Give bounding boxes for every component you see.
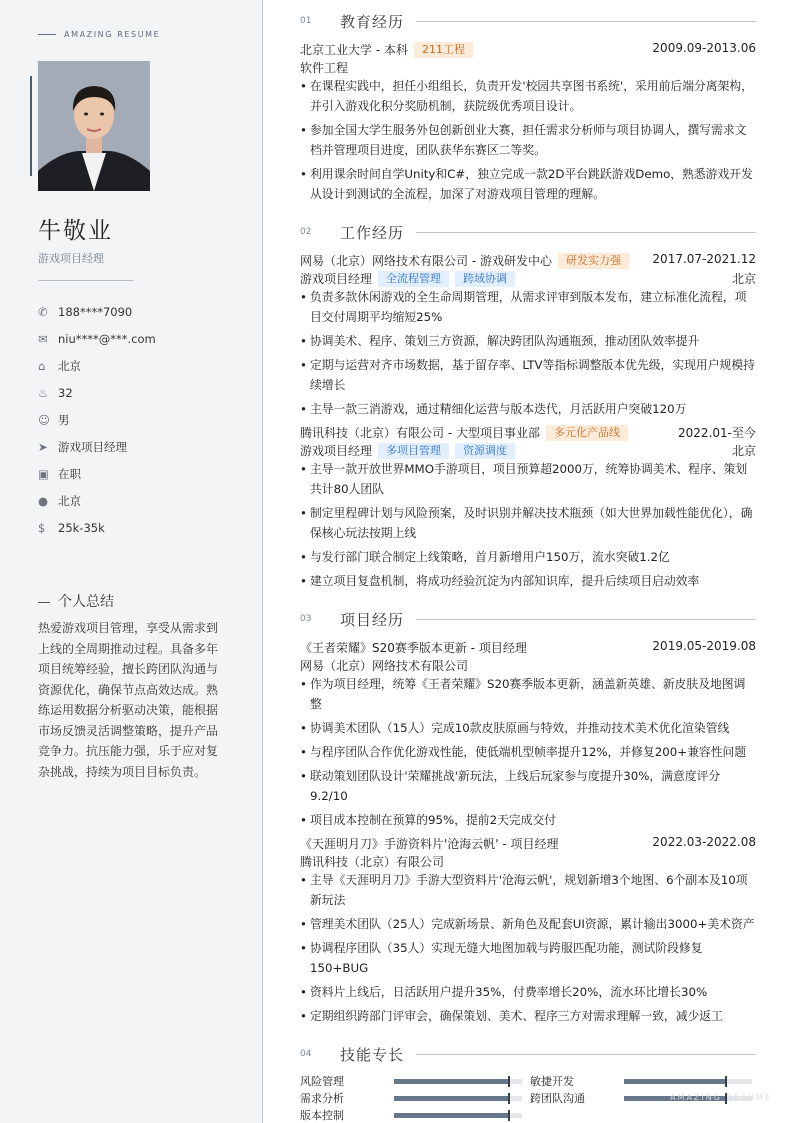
sidebar xyxy=(0,0,263,1123)
contact-row xyxy=(38,460,248,487)
job-company-right: 2022.01-至今 xyxy=(678,426,756,440)
summary-heading: 个人总结 xyxy=(38,591,114,611)
mail-icon: ✉ xyxy=(38,331,48,346)
photo-accent-bar xyxy=(30,76,32,176)
briefcase-icon: ▣ xyxy=(38,466,49,481)
bullet-item: • 定期与运营对齐市场数据，基于留存率、LTV等指标调整版本优先级，实现用户规模持续增长 xyxy=(300,355,756,395)
bullet-item: • 主导一款三消游戏，通过精细化运营与版本迭代，月活跃用户突破120万 xyxy=(300,399,756,419)
money-icon: $ xyxy=(38,520,46,535)
contact-text: 188****7090 xyxy=(58,304,133,319)
project-org xyxy=(300,853,756,870)
skill-item xyxy=(530,1073,756,1089)
bullet-item: • 协调美术团队（15人）完成10款皮肤原画与特效，并推动技术美术优化渲染管线 xyxy=(300,718,756,738)
contact-row xyxy=(38,298,248,325)
tag-badge: 多项目管理 xyxy=(378,443,449,459)
contact-text: 男 xyxy=(58,412,70,427)
section-rule xyxy=(416,619,756,620)
job-role-right: 北京 xyxy=(731,272,756,286)
skill-label: 版本控制 xyxy=(300,1109,344,1122)
brand-label: AMAZING RESUME xyxy=(38,30,160,39)
skill-level-bar xyxy=(394,1079,522,1084)
skill-item xyxy=(300,1107,526,1123)
tag-badge: 全流程管理 xyxy=(378,271,449,287)
contact-row xyxy=(38,514,248,541)
bullet-item: • 建立项目复盘机制，将成功经验沉淀为内部知识库，提升后续项目启动效率 xyxy=(300,571,756,591)
skill-level-marker xyxy=(508,1110,510,1121)
watermark: AMAZING RESUME xyxy=(670,1093,772,1102)
section-number: 03 xyxy=(300,614,312,624)
portrait-illustration xyxy=(38,61,150,191)
job-role-right: 北京 xyxy=(731,444,756,458)
bullet-item: • 协调程序团队（35人）实现无缝大地图加载与跨服匹配功能，测试阶段修复150+BUG xyxy=(300,938,756,978)
bullet-item: • 资料片上线后，日活跃用户提升35%，付费率增长20%，流水环比增长30% xyxy=(300,982,756,1002)
edu-major-text: 软件工程 xyxy=(300,61,349,75)
project-name-text: 《王者荣耀》S20赛季版本更新 - 项目经理 xyxy=(300,641,527,655)
project-name xyxy=(300,835,756,852)
edu-school xyxy=(300,41,756,58)
edu-school-right: 2009.09-2013.06 xyxy=(652,41,756,55)
bullet-item: • 在课程实践中，担任小组组长，负责开发'校园共享图书系统'，采用前后端分离架构，并引入游戏化积分奖励机制，获院级优秀项目设计。 xyxy=(300,76,756,116)
section-title: 技能专长 xyxy=(340,1045,405,1064)
section-title: 教育经历 xyxy=(340,12,405,31)
job-role-text: 游戏项目经理 xyxy=(300,272,373,286)
job-company xyxy=(300,424,756,441)
edu-major xyxy=(300,59,756,76)
project-org-text: 腾讯科技（北京）有限公司 xyxy=(300,855,445,869)
bullet-item: • 作为项目经理，统筹《王者荣耀》S20赛季版本更新，涵盖新英雄、新皮肤及地图调整 xyxy=(300,674,756,714)
job-company-right: 2017.07-2021.12 xyxy=(652,252,756,266)
project-name-text: 《天涯明月刀》手游资料片'沧海云帆' - 项目经理 xyxy=(300,837,559,851)
bullet-item: • 主导《天涯明月刀》手游大型资料片'沧海云帆'，规划新增3个地图、6个副本及10项新玩法 xyxy=(300,870,756,910)
contact-row xyxy=(38,325,248,352)
skill-label: 需求分析 xyxy=(300,1092,344,1105)
cake-icon: ♨ xyxy=(38,385,49,400)
phone-icon: ✆ xyxy=(38,304,48,319)
contact-text: 32 xyxy=(58,385,73,400)
skill-level-fill xyxy=(624,1079,726,1084)
profile-photo xyxy=(38,61,150,191)
home-icon: ⌂ xyxy=(38,358,46,373)
bullet-item: • 项目成本控制在预算的95%，提前2天完成交付 xyxy=(300,810,756,830)
contact-text: 北京 xyxy=(58,358,81,373)
candidate-title: 游戏项目经理 xyxy=(38,252,104,265)
skill-level-marker xyxy=(508,1093,510,1104)
contact-row xyxy=(38,433,248,460)
job-company-text: 腾讯科技（北京）有限公司 - 大型项目事业部 xyxy=(300,426,540,440)
section-number: 04 xyxy=(300,1049,312,1059)
section-title: 工作经历 xyxy=(340,223,405,242)
location-pin-icon: ● xyxy=(38,493,49,508)
project-name-right: 2022.03-2022.08 xyxy=(652,835,756,849)
skill-level-fill xyxy=(394,1113,509,1118)
bullet-item: • 参加全国大学生服务外包创新创业大赛，担任需求分析师与项目协调人，撰写需求文档并管理项目进度，团队获华东赛区二等奖。 xyxy=(300,120,756,160)
section-projects xyxy=(300,609,756,629)
face-icon: ☺ xyxy=(38,412,50,427)
bullet-item: • 制定里程碑计划与风险预案，及时识别并解决技术瓶颈（如大世界加载性能优化），确保核心玩法按期上线 xyxy=(300,503,756,543)
section-skills xyxy=(300,1044,756,1064)
contact-text: 在职 xyxy=(58,466,81,481)
section-rule xyxy=(416,1054,756,1055)
contact-text: 游戏项目经理 xyxy=(58,439,127,454)
project-name xyxy=(300,639,756,656)
contact-list xyxy=(38,298,248,541)
bullet-item: • 负责多款休闲游戏的全生命周期管理，从需求评审到版本发布，建立标准化流程，项目交付周期平均缩短25% xyxy=(300,287,756,327)
summary-text: 热爱游戏项目管理，享受从需求到上线的全周期推动过程。具备多年项目统筹经验，擅长跨团队沟通与资源优化，确保节点高效达成。熟练运用数据分析驱动决策，能根据市场反馈灵活调整策略，提升产品竞争力。抗压能力强，乐于应对复杂挑战，持续为项目目标负责。 xyxy=(38,621,219,779)
candidate-name: 牛敬业 xyxy=(38,218,113,244)
contact-text: 北京 xyxy=(58,493,81,508)
contact-row xyxy=(38,406,248,433)
contact-row xyxy=(38,379,248,406)
skill-label: 跨团队沟通 xyxy=(530,1092,585,1105)
tag-badge: 资源调度 xyxy=(455,443,515,459)
section-title: 项目经历 xyxy=(340,610,405,629)
section-rule xyxy=(416,21,756,22)
contact-row xyxy=(38,487,248,514)
tag-badge: 跨域协调 xyxy=(455,271,515,287)
contact-text: niu****@***.com xyxy=(58,331,156,346)
skill-level-fill xyxy=(394,1079,509,1084)
skill-item xyxy=(300,1090,526,1106)
skill-level-bar xyxy=(394,1096,522,1101)
contact-row xyxy=(38,352,248,379)
job-company-text: 网易（北京）网络技术有限公司 - 游戏研发中心 xyxy=(300,254,552,268)
section-education xyxy=(300,11,756,31)
skill-label: 风险管理 xyxy=(300,1075,344,1088)
bullet-item: • 与程序团队合作优化游戏性能，使低端机型帧率提升12%，并修复200+兼容性问题 xyxy=(300,742,756,762)
bullet-item: • 定期组织跨部门评审会，确保策划、美术、程序三方对需求理解一致，减少返工 xyxy=(300,1006,756,1026)
section-rule xyxy=(416,232,756,233)
send-icon: ➤ xyxy=(38,439,48,454)
bullet-item: • 协调美术、程序、策划三方资源，解决跨团队沟通瓶颈，推动团队效率提升 xyxy=(300,331,756,351)
contact-text: 25k-35k xyxy=(58,520,105,535)
bullet-item: • 与发行部门联合制定上线策略，首月新增用户150万，流水突破1.2亿 xyxy=(300,547,756,567)
section-number: 01 xyxy=(300,16,312,26)
skill-label: 敏捷开发 xyxy=(530,1075,574,1088)
bullet-item: • 主导一款开放世界MMO手游项目，项目预算超2000万，统筹协调美术、程序、策划共计80人团队 xyxy=(300,459,756,499)
skill-level-bar xyxy=(394,1113,522,1118)
skill-level-bar xyxy=(624,1079,752,1084)
job-company xyxy=(300,252,756,269)
project-org xyxy=(300,657,756,674)
skill-level-marker xyxy=(725,1076,727,1087)
bullet-item: • 利用课余时间自学Unity和C#，独立完成一款2D平台跳跃游戏Demo，熟悉游戏开发从设计到测试的全流程，加深了对游戏项目管理的理解。 xyxy=(300,164,756,204)
project-org-text: 网易（北京）网络技术有限公司 xyxy=(300,659,469,673)
job-role-text: 游戏项目经理 xyxy=(300,444,373,458)
job-role xyxy=(300,442,756,459)
tag-badge: 研发实力强 xyxy=(558,253,629,269)
skill-level-marker xyxy=(508,1076,510,1087)
tag-badge: 多元化产品线 xyxy=(546,425,628,441)
bullet-item: • 管理美术团队（25人）完成新场景、新角色及配套UI资源，累计输出3000+美术资产 xyxy=(300,914,756,934)
divider xyxy=(38,280,133,281)
project-name-right: 2019.05-2019.08 xyxy=(652,639,756,653)
bullet-item: • 联动策划团队设计'荣耀挑战'新玩法，上线后玩家参与度提升30%，满意度评分9.2/10 xyxy=(300,766,756,806)
job-role xyxy=(300,270,756,287)
edu-school-text: 北京工业大学 - 本科 xyxy=(300,43,408,57)
skill-level-fill xyxy=(394,1096,509,1101)
section-work xyxy=(300,222,756,242)
section-number: 02 xyxy=(300,227,312,237)
skill-item xyxy=(300,1073,526,1089)
tag-badge: 211工程 xyxy=(414,42,473,58)
